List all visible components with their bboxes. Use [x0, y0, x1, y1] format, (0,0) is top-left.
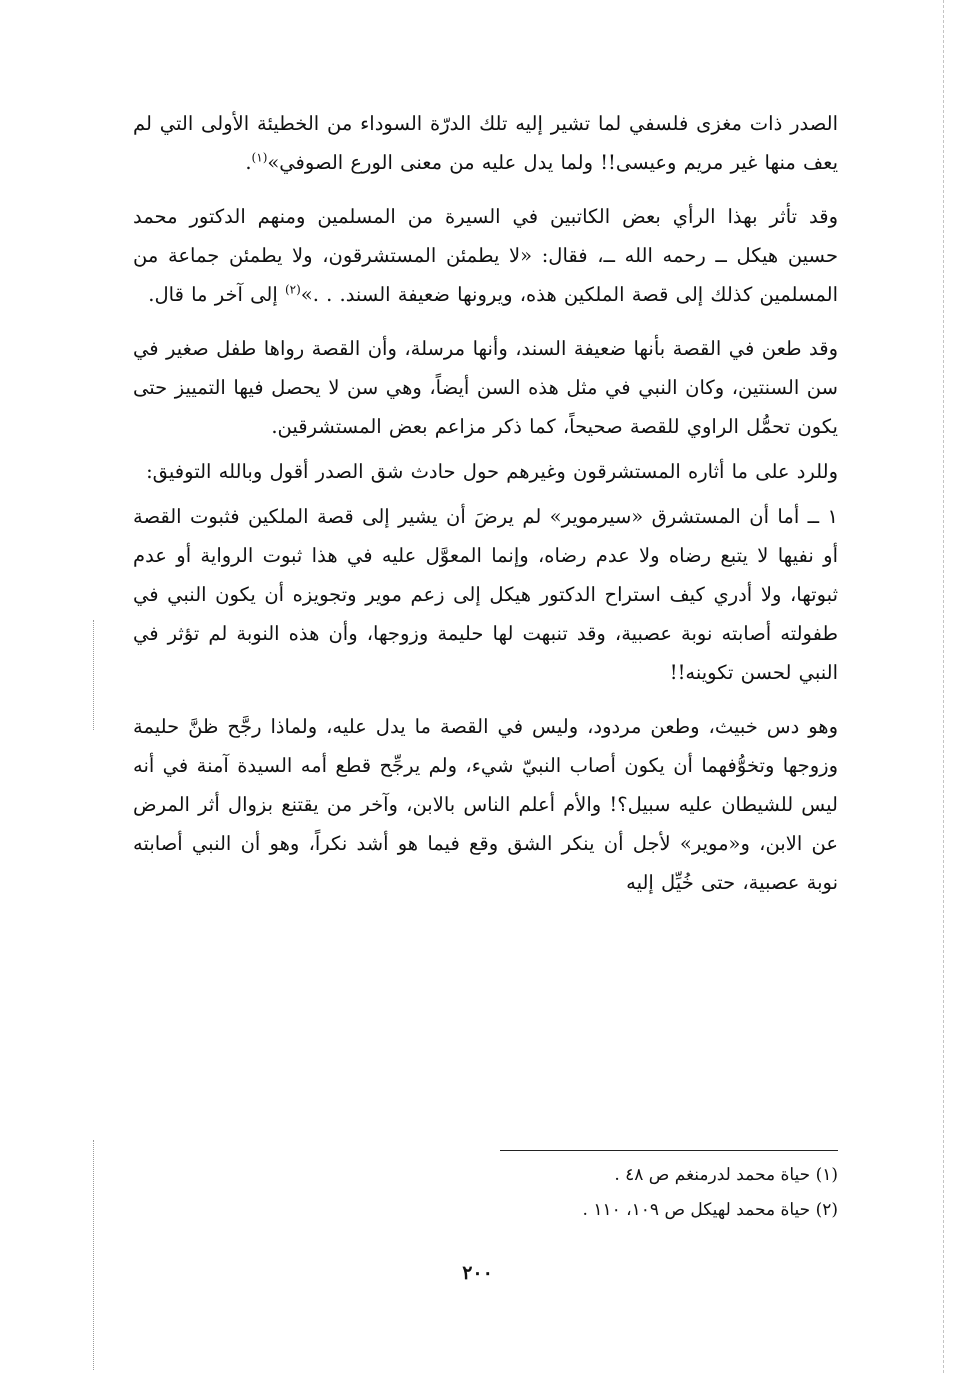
scan-artifact-line: [93, 1140, 94, 1370]
paragraph-2: وقد تأثر بهذا الرأي بعض الكاتبين في السيرة من المسلمين ومنهم الدكتور محمد حسين هيكل ــ رحمه الله ــ، فقال: «لا يطمئن المستشرقون، ولا يطمئن جماعة من المسلمين كذلك إلى قصة الملكين هذه، ويرونها ضعيفة السند. . .»$^{(٢)}$ إلى آخر ما قال.: [133, 205, 838, 306]
footnote-2: (٢) حياة محمد لهيكل ص ١٠٩، ١١٠ .: [582, 1200, 838, 1220]
footnote-marker: (١): [251, 150, 268, 165]
footnote-divider: [500, 1150, 838, 1151]
paragraph-1: الصدر ذات مغزى فلسفي لما تشير إليه تلك الدرّة السوداء من الخطيئة الأولى التي لم يعف منها غير مريم وعيسى!! ولما يدل عليه من معنى الورع الصوفي»$^{(١)}$.: [133, 112, 838, 174]
footnote-1: (١) حياة محمد لدرمنغم ص ٤٨ .: [614, 1165, 838, 1185]
paragraph-3: وقد طعن في القصة بأنها ضعيفة السند، وأنها مرسلة، وأن القصة رواها طفل صغير في سن السنتين، وكان النبي في مثل هذه السن أيضاً، وهي سن لا يحصل فيها التمييز حتى يكون تحمُّل الراوي للقصة صحيحاً، كما ذكر مزاعم بعض المستشرقين.: [133, 337, 838, 438]
scan-artifact-line: [93, 620, 94, 730]
paragraph-4: وللرد على ما أثاره المستشرقون وغيرهم حول حادث شق الصدر أقول وبالله التوفيق:: [146, 460, 838, 483]
footnotes: [133, 1158, 838, 1228]
paragraph-5: ١ ــ أما أن المستشرق «سيرموير» لم يرضَ أن يشير إلى قصة الملكين فثبوت القصة أو نفيها لا يتبع رضاه ولا عدم رضاه، وإنما المعوَّل عليه في هذا ثبوت الرواية أو عدم ثبوتها، ولا أدري كيف استراح الدكتور هيكل إلى زعم موير وتجويزه أن يكون النبي في طفولته أصابته نوبة عصبية، وقد تنبهت لها حليمة وزوجها، وأن هذه النوبة لم تؤثر في النبي لحسن تكوينه!!: [133, 505, 838, 684]
body-text: [133, 104, 838, 902]
footnote-marker: (٢): [284, 282, 301, 297]
scan-artifact-line: [943, 0, 944, 1373]
paragraph-6: وهو دس خبيث، وطعن مردود، وليس في القصة ما يدل عليه، ولماذا رجَّح ظنَّ حليمة وزوجها وتخوُّفهما أن يكون أصاب النبيّ شيء، ولم يرجِّح قطع أمه السيدة آمنة في أنه ليس للشيطان عليه سبيل؟! والأم أعلم الناس بالابن، وآخر من يقتنع بزوال أثر المرض عن الابن، و«موير» لأجل أن ينكر الشق وقع فيما هو أشد نكراً، وهو أن النبي أصابته نوبة عصبية، حتى خُيِّل إليه: [133, 715, 838, 894]
page-number: ٢٠٠: [462, 1262, 493, 1284]
